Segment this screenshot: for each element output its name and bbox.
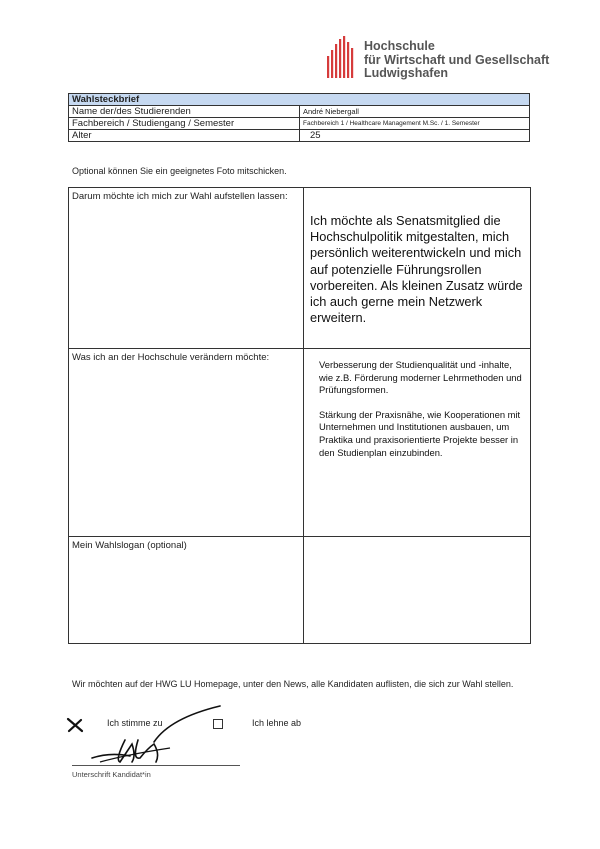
info-table xyxy=(68,93,530,142)
name-value[interactable]: André Niebergall xyxy=(300,106,530,118)
slogan-row xyxy=(69,537,531,644)
decline-label: Ich lehne ab xyxy=(252,718,302,728)
changes-answer xyxy=(304,349,530,459)
info-row-name xyxy=(69,106,530,118)
department-value[interactable]: Fachbereich 1 / Healthcare Management M.Sc. / 1. Semester xyxy=(300,118,530,130)
agree-label: Ich stimme zu xyxy=(107,718,163,728)
motivation-row xyxy=(69,188,531,349)
signature-line xyxy=(72,765,240,766)
age-label: Alter xyxy=(69,130,300,142)
changes-answer-paragraph-2: Stärkung der Praxisnähe, wie Kooperationen mit Unternehmen und Institutionen ausbauen, um Praktika und praxisorientierte Projekte besser in den Studienplan einzubinden. xyxy=(319,408,521,458)
signature-label: Unterschrift Kandidat*in xyxy=(72,770,151,779)
changes-answer-cell[interactable] xyxy=(304,349,531,537)
name-label: Name der/des Studierenden xyxy=(69,106,300,118)
info-header: Wahlsteckbrief xyxy=(69,94,530,106)
info-row-age xyxy=(69,130,530,142)
department-label: Fachbereich / Studiengang / Semester xyxy=(69,118,300,130)
motivation-answer: Ich möchte als Senatsmitglied die Hochschulpolitik mitgestalten, mich persönlich weiterentwickeln und mich auf potenzielle Führungsrollen vorbereiten. Als kleinen Zusatz würde ich auch gerne mein Netzwerk erweitern. xyxy=(310,213,523,326)
logo-text xyxy=(364,40,549,81)
logo-line-1: Hochschule xyxy=(364,39,435,53)
changes-answer-paragraph-1: Verbesserung der Studienqualität und -inhalte, wie z.B. Förderung moderner Lehrmethoden und Prüfungsformen. xyxy=(319,359,522,396)
statement-table xyxy=(68,187,531,644)
signature-icon xyxy=(70,700,230,780)
changes-label: Was ich an der Hochschule verändern möchte: xyxy=(69,349,304,537)
logo-icon xyxy=(327,36,359,78)
age-value[interactable]: 25 xyxy=(300,130,530,142)
optional-photo-note: Optional können Sie ein geeignetes Foto mitschicken. xyxy=(72,166,287,176)
logo-line-2: für Wirtschaft und Gesellschaft xyxy=(364,52,550,67)
slogan-answer-cell[interactable] xyxy=(304,537,531,644)
changes-row xyxy=(69,349,531,537)
motivation-label: Darum möchte ich mich zur Wahl aufstellen lassen: xyxy=(69,188,304,349)
homepage-note: Wir möchten auf der HWG LU Homepage, unter den News, alle Kandidaten auflisten, die sich zur Wahl stellen. xyxy=(72,679,514,689)
info-row-department xyxy=(69,118,530,130)
info-header-row xyxy=(69,94,530,106)
logo-line-3: Ludwigshafen xyxy=(364,66,449,80)
motivation-answer-cell[interactable] xyxy=(304,188,531,349)
slogan-label: Mein Wahlslogan (optional) xyxy=(69,537,304,644)
